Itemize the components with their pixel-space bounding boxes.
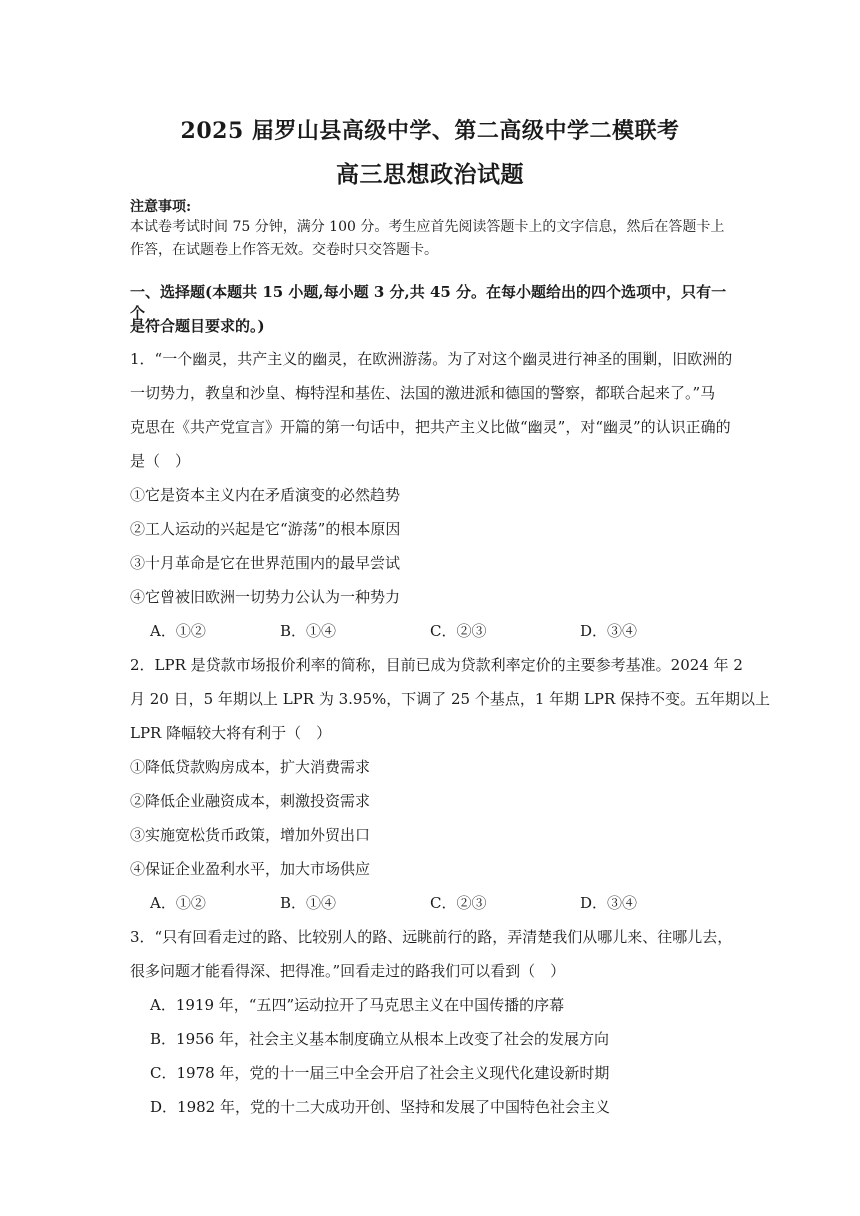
q3-stem-line: 3．“只有回看走过的路、比较别人的路、远眺前行的路，弄清楚我们从哪儿来、往哪儿去， [130,928,733,946]
q3-option-d: D．1982 年，党的十二大成功开创、坚持和发展了中国特色社会主义 [150,1098,610,1116]
q2-statement: ④保证企业盈利水平，加大市场供应 [130,860,371,878]
q2-statement: ①降低贷款购房成本，扩大消费需求 [130,758,371,776]
q2-stem-line: 2．LPR 是贷款市场报价利率的简称，目前已成为贷款利率定价的主要参考基准。2024 年 2 [130,656,743,674]
q2-option-b: B．①④ [280,894,337,912]
q1-stem-line: 一切势力，教皇和沙皇、梅特涅和基佐、法国的激进派和德国的警察，都联合起来了。”马 [130,384,716,402]
q3-option-a: A．1919 年，“五四”运动拉开了马克思主义在中国传播的序幕 [150,996,565,1014]
q3-stem-line: 很多问题才能看得深、把得准。”回看走过的路我们可以看到（ ） [130,962,566,980]
q3-option-b: B．1956 年，社会主义基本制度确立从根本上改变了社会的发展方向 [150,1030,609,1048]
notice-body: 本试卷考试时间 75 分钟，满分 100 分。考生应首先阅读答题卡上的文字信息，然后在答题卡上作答，在试题卷上作答无效。交卷时只交答题卡。 [130,219,725,258]
q1-option-a: A．①② [150,622,206,640]
q2-statement: ②降低企业融资成本，刺激投资需求 [130,792,371,810]
q1-option-c: C．②③ [430,622,487,640]
q1-stem-line: 是（ ） [130,452,191,470]
q2-stem-line: LPR 降幅较大将有利于（ ） [130,724,332,742]
section-heading-line2: 是符合题目要求的。) [130,317,265,335]
q1-option-d: D．③④ [580,622,638,640]
q2-statement: ③实施宽松货币政策，增加外贸出口 [130,826,371,844]
q3-option-c: C．1978 年，党的十一届三中全会开启了社会主义现代化建设新时期 [150,1064,610,1082]
q2-option-a: A．①② [150,894,206,912]
q2-option-c: C．②③ [430,894,487,912]
q1-stem-line: 1．“一个幽灵，共产主义的幽灵，在欧洲游荡。为了对这个幽灵进行神圣的围剿，旧欧洲的 [130,350,733,368]
q1-statement: ③十月革命是它在世界范围内的最早尝试 [130,554,401,572]
q2-option-d: D．③④ [580,894,638,912]
q1-statement: ④它曾被旧欧洲一切势力公认为一种势力 [130,588,401,606]
section-heading-line1: 一、选择题(本题共 15 小题,每小题 3 分,共 45 分。在每小题给出的四个选项中，只有一个 [130,283,727,322]
q1-statement: ①它是资本主义内在矛盾演变的必然趋势 [130,486,401,504]
q1-option-b: B．①④ [280,622,337,640]
q2-stem-line: 月 20 日，5 年期以上 LPR 为 3.95%，下调了 25 个基点，1 年期 LPR 保持不变。五年期以上 [130,690,771,708]
notice-heading: 注意事项: [130,199,192,215]
q1-stem-line: 克思在《共产党宣言》开篇的第一句话中，把共产主义比做“幽灵”，对“幽灵”的认识正确的 [130,418,731,436]
exam-title: 2025 届罗山县高级中学、第二高级中学二模联考 [180,118,680,144]
exam-subtitle: 高三思想政治试题 [336,161,524,188]
q1-statement: ②工人运动的兴起是它“游荡”的根本原因 [130,520,401,538]
